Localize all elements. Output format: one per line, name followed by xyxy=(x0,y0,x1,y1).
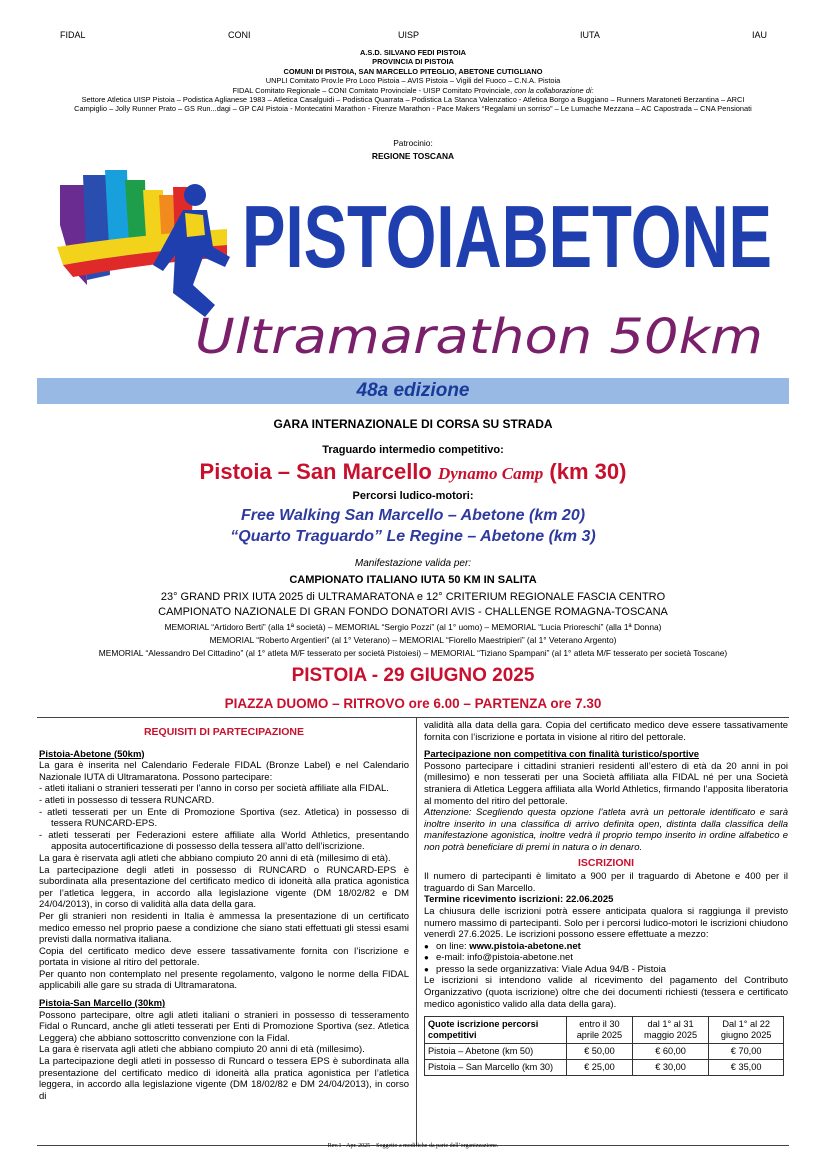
event-date: PISTOIA - 29 GIUGNO 2025 xyxy=(291,665,535,686)
province: PROVINCIA DI PISTOIA xyxy=(372,57,454,67)
walking-label: Percorsi ludico-motori: xyxy=(352,490,474,502)
list-item: - atleti in possesso di tessera RUNCARD. xyxy=(39,794,215,806)
paragraph: Possono partecipare, oltre agli atleti italiani o stranieri in possesso di tesseramento Fidal o Runcard, anche gli atleti tesserati per Enti di Promozione Sportiva (sez. Atletica Leggera) che abbiano sottoscritto convenzione con la Fidal. xyxy=(39,1009,409,1044)
federation-iau: IAU xyxy=(752,30,768,40)
federation-coni: CONI xyxy=(228,30,251,40)
paragraph: La gara è riservata agli atleti che abbiano compiuto 20 anni di età (millesimo). xyxy=(39,1044,365,1056)
non-competitive-title: Partecipazione non competitiva con finalità turistico/sportive xyxy=(424,749,700,761)
paragraph: validità alla data della gara. Copia del certificato medico deve essere tassativamente fornita con l’iscrizione e portata in visione al ritiro del pettorale. xyxy=(424,720,788,743)
registration-column xyxy=(424,720,788,1076)
memorial-line-1: MEMORIAL “Artidoro Berti” (alla 1ª società) – MEMORIAL “Sergio Pozzi” (al 1° uomo) – MEMORIAL “Lucia Prioreschi” (alla 1ª Donna) xyxy=(164,622,662,632)
paragraph: Per gli stranieri non residenti in Italia è ammessa la presentazione di un certificato medico emesso nel proprio paese a condizione che siano stati effettuati gli stessi esami previsti dalla normativa italiana. xyxy=(39,910,409,946)
table-row xyxy=(425,1044,784,1060)
patrocinio-label: Patrocinio: xyxy=(393,138,433,148)
comuni: COMUNI DI PISTOIA, SAN MARCELLO PITEGLIO, ABETONE CUTIGLIANO xyxy=(283,66,543,76)
table-header-row xyxy=(425,1017,784,1044)
column-divider xyxy=(416,718,417,1145)
table-header: Dal 1° al 22 giugno 2025 xyxy=(709,1017,784,1044)
walk-route-1: Free Walking San Marcello – Abetone (km 20) xyxy=(240,507,586,524)
paragraph: La partecipazione degli atleti in possesso di Runcard o tessera EPS è subordinata alla presentazione del certificato medico di idoneità alla pratica agonistica per l’atletica leggera, in accordo alla legislazione vigente (DM 18/02/82 e DM 24/04/2013), in corso di xyxy=(39,1056,409,1102)
paragraph: Per quanto non contemplato nel presente regolamento, valgono le norme della FIDAL applicabili alle gare su strada di Ultramaratona. xyxy=(39,968,409,992)
walk-route-2: “Quarto Traguardo” Le Regine – Abetone (km 3) xyxy=(230,528,596,545)
footer-note: Rev.1 - Apr. 2025 – Soggetto a modifiche da parte dell’organizzazione. xyxy=(327,1143,499,1149)
campiglio-line: Campiglio – Jolly Runner Prato – GS Run...dagi – GP CAI Pistoia - Montecatini Marathon - Firenze Marathon - Pace Makers “Regalami un sorriso” – Le Lumache Mezzana – AC Capostrada – CNA Pensionati xyxy=(74,104,752,114)
section-30km-title: Pistoia-San Marcello (30km) xyxy=(39,998,166,1010)
list-item: - atleti italiani o stranieri tesserati per l’anno in corso per società affiliate alla FIDAL. xyxy=(39,783,389,795)
paragraph: Copia del certificato medico deve essere tassativamente fornita con l’iscrizione e portata in visione al ritiro del pettorale. xyxy=(39,945,409,969)
deadline: Termine ricevimento iscrizioni: 22.06.2025 xyxy=(424,894,614,906)
list-item: - atleti tesserati per un Ente di Promozione Sportiva (sez. Atletica) in possesso di tessera RUNCARD-EPS. xyxy=(39,806,409,830)
championship: CAMPIONATO ITALIANO IUTA 50 KM IN SALITA xyxy=(289,574,537,586)
patrocinio-name: REGIONE TOSCANA xyxy=(371,151,455,161)
table-header: Quote iscrizione percorsi competitivi xyxy=(425,1017,567,1044)
table-cell: Pistoia – Abetone (km 50) xyxy=(425,1044,567,1060)
paragraph: La gara è riservata agli atleti che abbiano compiuto 20 anni di età (millesimo di età). xyxy=(39,852,391,864)
paragraph: Le iscrizioni si intendono valide al ricevimento del pagamento del Contributo Organizzativo (quota iscrizione) oltre che dei documenti richiesti (tessera e certificato medico agonistico valido alla data della gara). xyxy=(424,975,788,1010)
table-cell: € 35,00 xyxy=(709,1060,784,1076)
memorial-line-3: MEMORIAL “Alessandro Del Cittadino” (al 1° atleta M/F tesserato per società Pistoiesi) – MEMORIAL “Tiziano Spampani” (al 1° atleta M/F tesserato per società Toscane) xyxy=(98,648,728,658)
online-option: ● on line: www.pistoia-abetone.net xyxy=(424,941,788,953)
organizers-header xyxy=(0,48,826,114)
race-type: GARA INTERNAZIONALE DI CORSA SU STRADA xyxy=(273,417,553,431)
intermediate-label: Traguardo intermedio competitivo: xyxy=(322,444,504,456)
paragraph: La gara è inserita nel Calendario Federale FIDAL (Bronze Label) e nel Calendario Nazionale IUTA di Ultramaratona. Possono partecipare: xyxy=(39,760,409,783)
office-option: ● presso la sede organizzativa: Viale Adua 94/B - Pistoia xyxy=(424,964,788,976)
paragraph: La partecipazione degli atleti in possesso di RUNCARD o RUNCARD-EPS è subordinata alla presentazione del certificato medico di idoneità alla pratica agonistica per l’atletica leggera, in accordo alla legislazione vigente (DM 18/02/82 e DM 24/04/2013), in corso di validità alla data della gara. xyxy=(39,864,409,911)
logo-title: PISTOIABETONE xyxy=(242,187,772,286)
paragraph: Il numero di partecipanti è limitato a 900 per il traguardo di Abetone e 400 per il traguardo di San Marcello. xyxy=(424,871,788,894)
attention-note: Attenzione: Scegliendo questa opzione l’atleta avrà un pettorale identificato e sarà inoltre inserito in una classifica di arrivo definita open, distinta dalla classifica della manifestazione agonistica, inoltre vedrà il proprio tempo inserito in ordine alfabetico e non potrà beneficiare di premi in natura o in denaro. xyxy=(424,807,788,853)
validity-label: Manifestazione valida per: xyxy=(354,558,472,569)
table-cell: € 25,00 xyxy=(567,1060,633,1076)
table-cell: € 70,00 xyxy=(709,1044,784,1060)
requirements-title: REQUISITI DI PARTECIPAZIONE xyxy=(143,726,305,738)
federation-iuta: IUTA xyxy=(580,30,600,40)
meeting-info: PIAZZA DUOMO – RITROVO ore 6.00 – PARTENZA ore 7.30 xyxy=(224,696,602,711)
fidal-line: FIDAL Comitato Regionale – CONI Comitato Provinciale - UISP Comitato Provinciale, con la collaborazione di: xyxy=(232,85,594,95)
grand-prix: 23° GRAND PRIX IUTA 2025 di ULTRAMARATONA e 12° CRITERIUM REGIONALE FASCIA CENTRO xyxy=(160,591,666,603)
website-link[interactable]: www.pistoia-abetone.net xyxy=(469,940,581,952)
section-50km-title: Pistoia-Abetone (50km) xyxy=(39,748,145,760)
table-cell: € 60,00 xyxy=(632,1044,708,1060)
edition-label: 48a edizione xyxy=(356,380,470,401)
patrocinio xyxy=(0,137,826,163)
paragraph: La chiusura delle iscrizioni potrà essere anticipata qualora si raggiunga il previsto numero massimo di partecipanti. Solo per i percorsi ludico-motori le iscrizioni chiudono venerdì 27.6.2025. Le iscrizioni possono essere effettuate a mezzo: xyxy=(424,905,788,941)
table-row xyxy=(425,1060,784,1076)
divider-top xyxy=(37,717,789,718)
unpli-line: UNPLI Comitato Prov.le Pro Loco Pistoia – AVIS Pistoia – Vigili del Fuoco – C.N.A. Pistoia xyxy=(265,76,561,86)
table-cell: Pistoia – San Marcello (km 30) xyxy=(425,1060,567,1076)
org-name: A.S.D. SILVANO FEDI PISTOIA xyxy=(360,48,466,57)
intermediate-race: Pistoia – San Marcello Dynamo Camp (km 30) xyxy=(199,459,627,484)
federation-uisp: UISP xyxy=(398,30,420,40)
requirements-column xyxy=(39,724,409,1102)
avis-championship: CAMPIONATO NAZIONALE DI GRAN FONDO DONATORI AVIS - CHALLENGE ROMAGNA-TOSCANA xyxy=(158,606,668,618)
list-item: - atleti tesserati per Federazioni estere affiliate alla World Athletics, presentando apposita autocertificazione di possesso della tessera all’atto dell’iscrizione. xyxy=(39,829,409,853)
table-cell: € 50,00 xyxy=(567,1044,633,1060)
table-header: dal 1° al 31 maggio 2025 xyxy=(632,1017,708,1044)
logo-subtitle: Ultramarathon 50km xyxy=(195,309,763,365)
table-cell: € 30,00 xyxy=(632,1060,708,1076)
settore-line: Settore Atletica UISP Pistoia – Podistica Aglianese 1983 – Atletica Casalguidi – Podistica Quarrata – Podistica La Stanca Valenzatico - Atletica Borgo a Buggiano – Runners Maratoneti Berzantina – ARCI xyxy=(81,95,745,105)
paragraph: Possono partecipare i cittadini stranieri residenti all’estero di età da 20 anni in poi (millesimo) e non tesserati per una Società affiliata alla FIDAL né per una Società straniera di Atletica Leggera affiliata alla World Athletics, firmando l’apposita liberatoria al momento del ritiro del pettorale. xyxy=(424,760,788,807)
federation-fidal: FIDAL xyxy=(60,30,86,40)
memorial-line-2: MEMORIAL “Roberto Argentieri” (al 1° Veterano) – MEMORIAL “Fiorello Maestripieri” (al 1° Veterano Argento) xyxy=(209,635,617,645)
edition-bar xyxy=(37,378,789,404)
event-logo xyxy=(55,165,775,375)
fees-table xyxy=(424,1016,784,1076)
email-option[interactable]: ● e-mail: info@pistoia-abetone.net xyxy=(424,952,788,964)
registration-title: ISCRIZIONI xyxy=(577,856,634,869)
table-header: entro il 30 aprile 2025 xyxy=(567,1017,633,1044)
